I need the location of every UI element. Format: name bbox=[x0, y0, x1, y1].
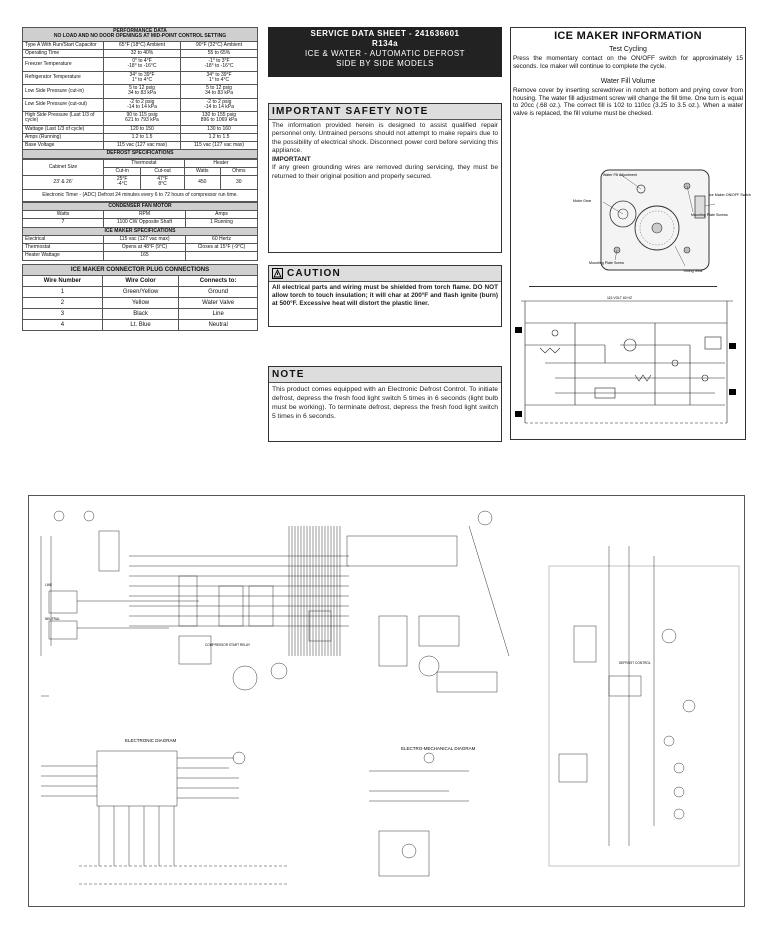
icemaker-spec-cell: Electrical bbox=[23, 235, 104, 243]
performance-cell: 32 to 40% bbox=[104, 49, 181, 57]
cabinet-size-label: Cabinet Size bbox=[23, 159, 104, 176]
test-cycling-text: Press the momentary contact on the ON/OFF switch for approximately 15 seconds. Ice maker will continue to complete the cycle. bbox=[513, 55, 743, 70]
icemaker-spec-cell: 115 vac (127 vac max) bbox=[104, 235, 186, 243]
performance-cell: 130 to 160 bbox=[181, 125, 258, 133]
connector-cell: Lt. Blue bbox=[102, 319, 178, 330]
safety-important: IMPORTANT bbox=[272, 156, 311, 164]
performance-cell: Freezer Temperature bbox=[23, 58, 104, 72]
model-style-label: SIDE BY SIDE MODELS bbox=[336, 59, 434, 68]
connector-row bbox=[23, 319, 258, 330]
label-water-fill: Water Fill Adjustment bbox=[603, 173, 637, 177]
neutral-label: NEUTRAL bbox=[45, 617, 60, 621]
condenser-cell: 1100 CW Opposite Shaft bbox=[104, 219, 186, 227]
electro-mech-diagram-label: ELECTRO-MECHANICAL DIAGRAM bbox=[401, 746, 476, 751]
heater-label: Heater bbox=[184, 159, 257, 167]
performance-cell: 130 to 155 psig 896 to 1069 kPa bbox=[181, 112, 258, 126]
connector-row bbox=[23, 297, 258, 308]
refrigerant-label: R134a bbox=[371, 39, 399, 48]
connector-cell: Black bbox=[102, 308, 178, 319]
performance-table-wrap bbox=[22, 27, 258, 331]
defrost-note: Electronic Timer - (ADC) Defrost 24 minutes every 6 to 72 hours of compressor run time. bbox=[23, 189, 258, 201]
wiring-diagram bbox=[29, 496, 744, 906]
thermostat-label: Thermostat bbox=[104, 159, 185, 167]
performance-row bbox=[23, 58, 258, 72]
label-mounting-plate-2: Mounting Plate Screw bbox=[589, 261, 624, 265]
icemaker-spec-cell: Heater Wattage bbox=[23, 252, 104, 260]
connector-cell: 1 bbox=[23, 286, 103, 297]
connector-header: Wire Color bbox=[102, 275, 178, 286]
defrost-cell: 25°F -4°C bbox=[104, 176, 141, 190]
icemaker-wiring-schematic bbox=[515, 293, 741, 433]
model-type-label: ICE & WATER - AUTOMATIC DEFROST bbox=[304, 49, 466, 58]
icemaker-info-title: ICE MAKER INFORMATION bbox=[554, 30, 702, 42]
schematic-power-label: 115 VOLT 60 HZ bbox=[607, 296, 633, 300]
performance-cell: -2 to 2 psig -14 to 14 kPa bbox=[181, 98, 258, 112]
warning-icon bbox=[272, 268, 283, 279]
performance-cell: 5 to 12 psig 34 to 83 kPa bbox=[181, 85, 258, 99]
condenser-cell: 1 Running bbox=[186, 219, 258, 227]
performance-table bbox=[22, 27, 258, 159]
connector-header: Wire Number bbox=[23, 275, 103, 286]
safety-text-2: If any green grounding wires are removed during servicing, they must be returned to their original position and properly secured. bbox=[272, 164, 498, 180]
connector-header: Connects to: bbox=[179, 275, 258, 286]
label-timing-gear: Timing Gear bbox=[683, 269, 703, 273]
performance-cell: 1.2 to 1.5 bbox=[104, 133, 181, 141]
performance-cell: 90 to 115 psig 621 to 793 kPa bbox=[104, 112, 181, 126]
divider bbox=[529, 286, 717, 287]
performance-row bbox=[23, 142, 258, 150]
icemaker-spec-cell: Opens at 48°F (9°C) bbox=[104, 244, 186, 252]
performance-row bbox=[23, 112, 258, 126]
water-fill-title: Water Fill Volume bbox=[600, 78, 656, 86]
performance-cell: Wattage (Last 1/3 of cycle) bbox=[23, 125, 104, 133]
performance-cell: 115 vac (127 vac max) bbox=[181, 142, 258, 150]
performance-cell: 90°F (32°C) Ambient bbox=[181, 41, 258, 49]
safety-note-box bbox=[268, 103, 502, 253]
safety-note-title: IMPORTANT SAFETY NOTE bbox=[269, 104, 501, 120]
performance-cell: 5 to 12 psig 34 to 83 kPa bbox=[104, 85, 181, 99]
performance-title: PERFORMANCE DATA bbox=[113, 28, 167, 34]
connector-cell: 3 bbox=[23, 308, 103, 319]
connector-cell: Green/Yellow bbox=[102, 286, 178, 297]
connector-cell: Water Valve bbox=[179, 297, 258, 308]
performance-cell: 0° to 4°F -18° to -16°C bbox=[104, 58, 181, 72]
label-mounting-plate: Mounting Plate Screws bbox=[691, 213, 728, 217]
performance-cell: -2 to 2 psig -14 to 14 kPa bbox=[104, 98, 181, 112]
condenser-table bbox=[22, 202, 258, 261]
defrost-control-label: DEFROST CONTROL bbox=[619, 661, 651, 665]
defrost-cell: 23' & 26' bbox=[23, 176, 104, 190]
condenser-header: RPM bbox=[104, 211, 186, 219]
compressor-relay-label: COMPRESSOR START RELAY bbox=[205, 643, 251, 647]
note-box bbox=[268, 366, 502, 442]
icemaker-spec-row bbox=[23, 235, 258, 243]
wiring-diagram-frame bbox=[28, 495, 745, 907]
performance-cell: 65°F (18°C) Ambient bbox=[104, 41, 181, 49]
icemaker-illustration bbox=[545, 166, 751, 276]
ohms-label: Ohms bbox=[220, 167, 257, 175]
watts-label: Watts bbox=[184, 167, 220, 175]
performance-cell: 34° to 39°F 1° to 4°C bbox=[104, 71, 181, 85]
connector-row bbox=[23, 308, 258, 319]
defrost-cell: 30 bbox=[220, 176, 257, 190]
performance-cell: 115 vac (127 vac max) bbox=[104, 142, 181, 150]
defrost-title: DEFROST SPECIFICATIONS bbox=[23, 150, 258, 158]
performance-cell: 55 to 65% bbox=[181, 49, 258, 57]
line-label: LINE bbox=[45, 583, 53, 587]
performance-cell: -1° to 3°F -18° to -16°C bbox=[181, 58, 258, 72]
icemaker-spec-row bbox=[23, 252, 258, 260]
connector-cell: Line bbox=[179, 308, 258, 319]
icemaker-info-box bbox=[510, 27, 751, 440]
performance-cell: Amps (Running) bbox=[23, 133, 104, 141]
condenser-cell: 7 bbox=[23, 219, 104, 227]
cutout-label: Cut-out bbox=[141, 167, 185, 175]
defrost-table bbox=[22, 159, 258, 202]
safety-text-1: The information provided herein is designed to assist qualified repair personnel only. Untrained persons should not attempt to make repairs due to the possibility of electrical shock. Disconnect power cord before servicing this appliance. bbox=[272, 122, 498, 154]
performance-cell: Low Side Pressure (cut-in) bbox=[23, 85, 104, 99]
electronic-diagram-label: ELECTRONIC DIAGRAM bbox=[125, 738, 177, 743]
performance-cell: High Side Pressure (Last 1/3 of cycle) bbox=[23, 112, 104, 126]
performance-row bbox=[23, 41, 258, 49]
caution-title: CAUTION bbox=[287, 268, 341, 279]
defrost-cell: 450 bbox=[184, 176, 220, 190]
connector-cell: Yellow bbox=[102, 297, 178, 308]
service-data-banner bbox=[268, 27, 502, 77]
connector-cell: 4 bbox=[23, 319, 103, 330]
label-icemaker-switch: Ice Maker ON/OFF Switch bbox=[709, 193, 751, 197]
performance-cell: Low Side Pressure (cut-out) bbox=[23, 98, 104, 112]
cutin-label: Cut-in bbox=[104, 167, 141, 175]
icemaker-spec-title: ICE MAKER SPECIFICATIONS bbox=[23, 227, 258, 235]
condenser-title: CONDENSER FAN MOTOR bbox=[23, 202, 258, 210]
icemaker-spec-cell: Thermostat bbox=[23, 244, 104, 252]
icemaker-spec-cell bbox=[186, 252, 258, 260]
icemaker-spec-row bbox=[23, 244, 258, 252]
condenser-header: Amps bbox=[186, 211, 258, 219]
caution-text: All electrical parts and wiring must be shielded from torch flame. DO NOT allow torch to touch insulation; it will char at 200°F and flash ignite (burn) at 500°F. Excessive heat will distort the plastic liner. bbox=[272, 284, 498, 307]
performance-cell: 34° to 39°F 1° to 4°C bbox=[181, 71, 258, 85]
water-fill-text: Remove cover by inserting screwdriver in notch at bottom and prying cover from housing. The water fill adjustment screw will change the fill time. One turn is equal to 20cc (.68 oz.). The correct fill is 102 to 110cc (3.25 to 3.5 oz.). When a water valve is replaced, the fill volume must be checked. bbox=[513, 87, 743, 117]
performance-cell: Refrigerator Temperature bbox=[23, 71, 104, 85]
performance-subtitle: NO LOAD AND NO DOOR OPENINGS AT MID-POINT CONTROL SETTING bbox=[53, 33, 227, 40]
note-title: NOTE bbox=[269, 367, 501, 383]
caution-box bbox=[268, 265, 502, 327]
icemaker-spec-cell: 165 bbox=[104, 252, 186, 260]
icemaker-spec-cell: Closes at 15°F (-9°C) bbox=[186, 244, 258, 252]
performance-cell: Base Voltage bbox=[23, 142, 104, 150]
note-text: This product comes equipped with an Electronic Defrost Control. To initiate defrost, depress the fresh food light switch 5 times in 6 seconds (light bulb must be working). To terminate defrost, depress the fresh food light switch 5 times in 6 seconds. bbox=[272, 386, 498, 420]
connector-cell: Ground bbox=[179, 286, 258, 297]
performance-row bbox=[23, 49, 258, 57]
label-motor-gear: Motor Gear bbox=[573, 199, 592, 203]
connector-table bbox=[22, 264, 258, 331]
performance-cell: Operating Time bbox=[23, 49, 104, 57]
connector-cell: 2 bbox=[23, 297, 103, 308]
performance-cell: Type A With Run/Start Capacitor bbox=[23, 41, 104, 49]
performance-row bbox=[23, 98, 258, 112]
connector-row bbox=[23, 286, 258, 297]
performance-row bbox=[23, 125, 258, 133]
performance-cell: 120 to 150 bbox=[104, 125, 181, 133]
icemaker-spec-cell: 60 Hertz bbox=[186, 235, 258, 243]
performance-cell: 1.2 to 1.5 bbox=[181, 133, 258, 141]
service-data-title: SERVICE DATA SHEET - 241636601 bbox=[310, 29, 460, 38]
connector-title: ICE MAKER CONNECTOR PLUG CONNECTIONS bbox=[23, 264, 258, 275]
test-cycling-title: Test Cycling bbox=[609, 46, 647, 53]
defrost-cell: 47°F 8°C bbox=[141, 176, 185, 190]
performance-row bbox=[23, 133, 258, 141]
connector-cell: Neutral bbox=[179, 319, 258, 330]
performance-row bbox=[23, 71, 258, 85]
condenser-header: Watts bbox=[23, 211, 104, 219]
performance-row bbox=[23, 85, 258, 99]
